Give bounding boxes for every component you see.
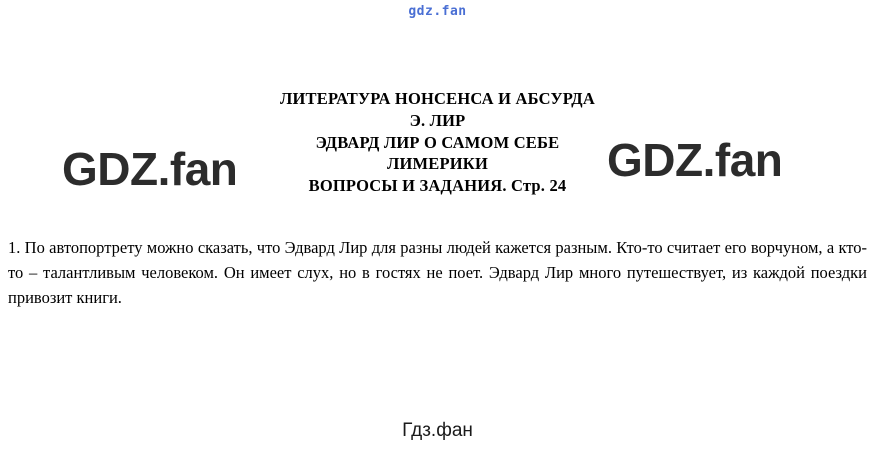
document-body xyxy=(0,88,875,310)
answer-paragraph-1: 1. По автопортрету можно сказать, что Эдвард Лир для разны людей кажется разным. Кто-то считает его ворчуном, а кто-то – талантливым человеком. Он имеет слух, но в гостях не поет. Эдвард Лир много путешествует, из каждой поездки привозит книги. xyxy=(8,237,867,307)
watermark-overlay-left: GDZ.fan xyxy=(62,143,238,195)
heading-line-3: ЭДВАРД ЛИР О САМОМ СЕБЕ xyxy=(315,132,560,152)
watermark-overlay-right: GDZ.fan xyxy=(607,134,783,186)
heading-block xyxy=(0,88,875,197)
heading-line-4: ЛИМЕРИКИ xyxy=(386,154,489,174)
footer-watermark: Гдз.фан xyxy=(402,420,473,441)
top-watermark: gdz.fan xyxy=(408,4,467,19)
heading-line-1: ЛИТЕРАТУРА НОНСЕНСА И АБСУРДА xyxy=(280,89,595,108)
paragraph-block xyxy=(0,235,875,310)
heading-line-2: Э. ЛИР xyxy=(409,110,466,130)
heading-line-5: ВОПРОСЫ И ЗАДАНИЯ. Стр. 24 xyxy=(308,176,567,196)
